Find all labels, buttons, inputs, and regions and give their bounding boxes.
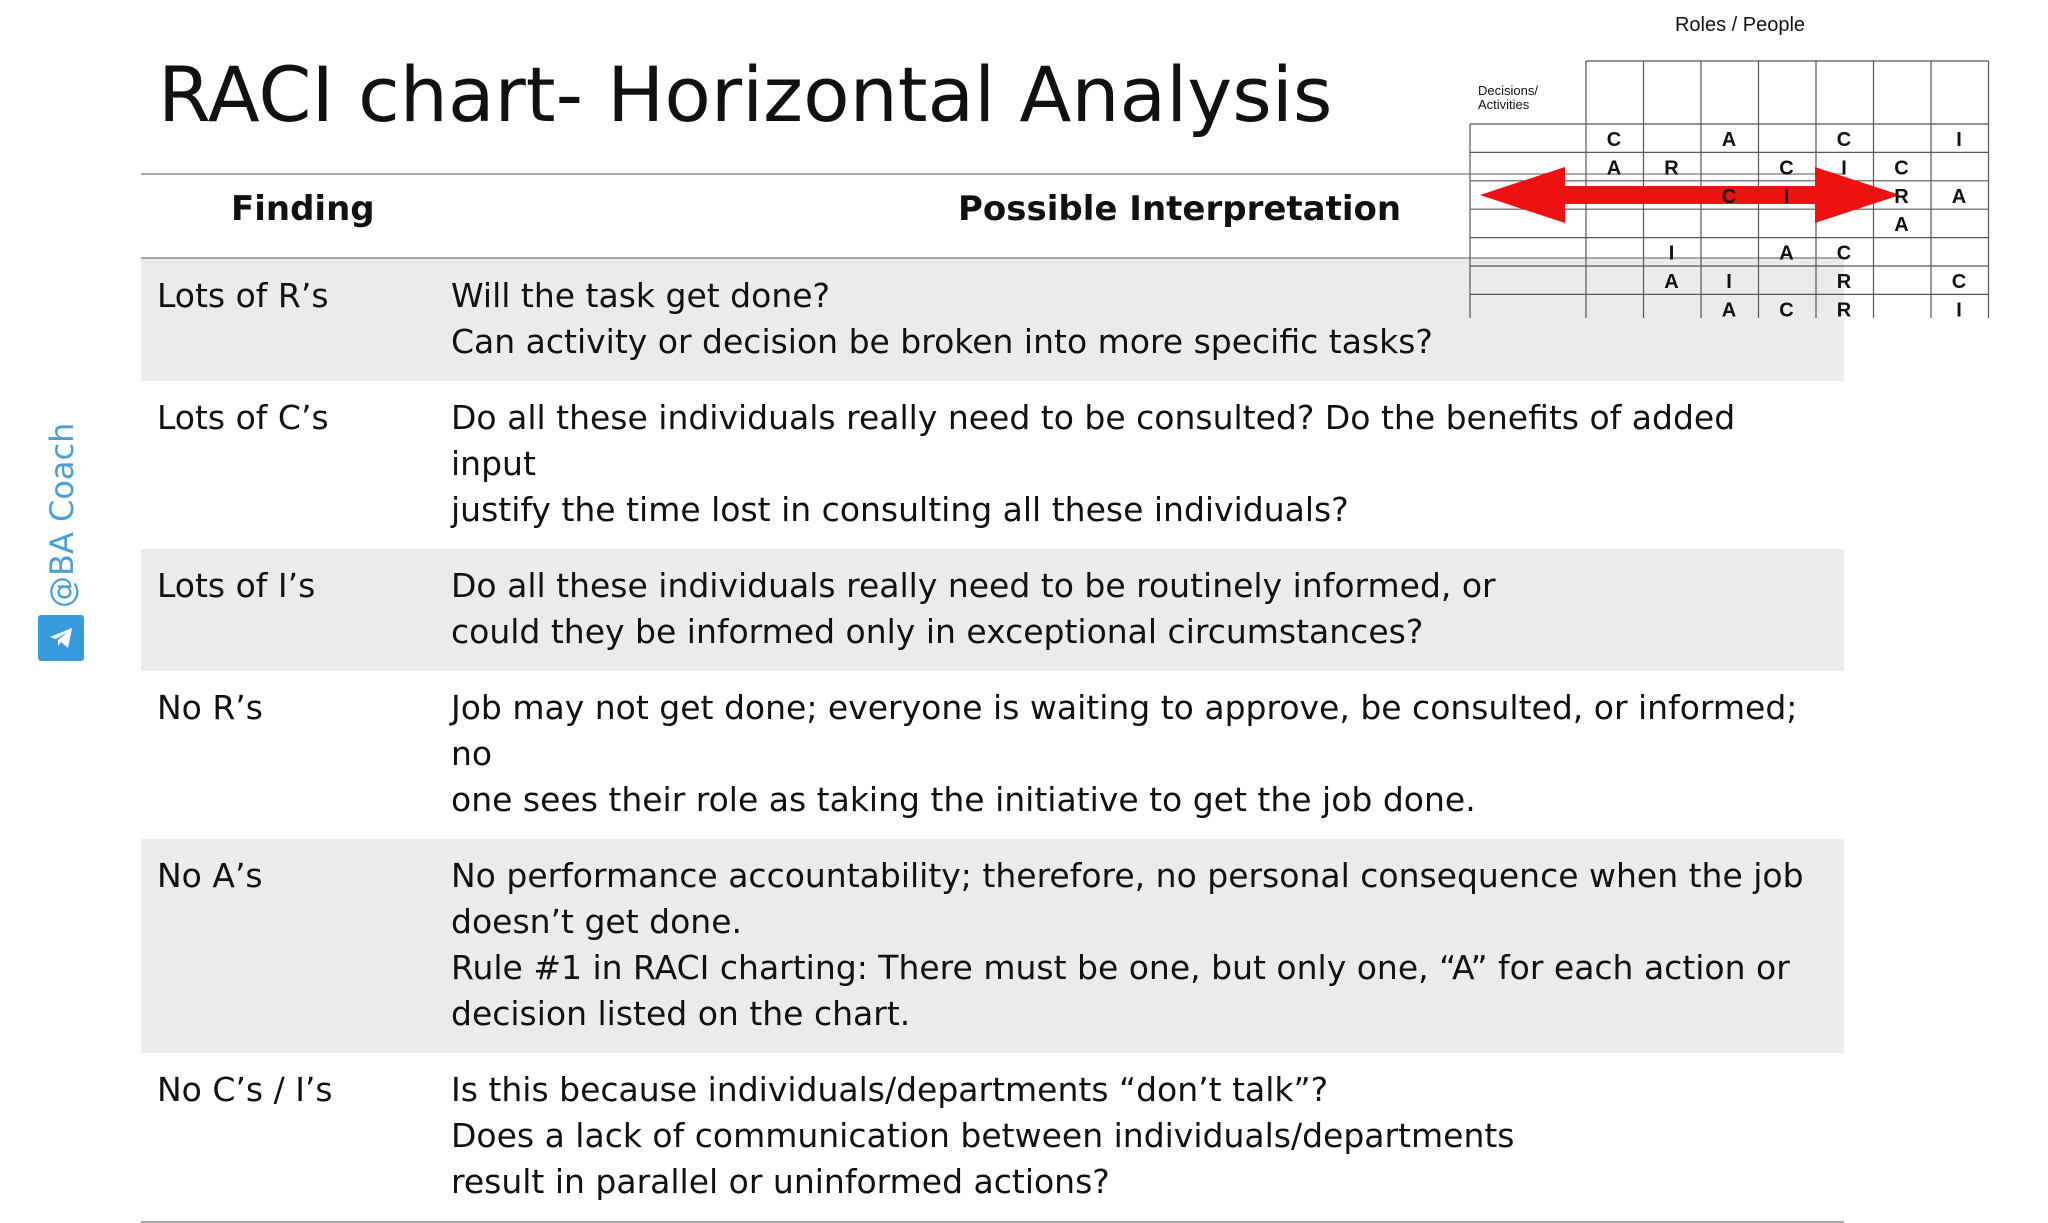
raci-cell-letter: I [1841, 157, 1847, 180]
interpretation-cell: No performance accountability; therefore, no personal consequence when the job doesn’t get done. Rule #1 in RACI charting: There must be one, but only one, “A” for each action or decision listed on the chart. [451, 856, 1804, 1033]
table-row [141, 381, 1844, 549]
raci-cell-letter: C [1606, 129, 1622, 151]
raci-cell-letter: R [1836, 271, 1852, 293]
raci-cell-letter: A [1606, 157, 1622, 180]
table-row [141, 1053, 1844, 1221]
slide-title: RACI chart- Horizontal Analysis [158, 50, 1333, 139]
raci-cell-letter: I [1668, 242, 1675, 265]
finding-cell: No A’s [157, 856, 263, 895]
raci-cell-letter: I [1783, 185, 1790, 208]
watermark [38, 420, 86, 670]
raci-cell-letter: A [1779, 242, 1794, 265]
finding-cell: No C’s / I’s [157, 1070, 333, 1109]
finding-cell: No R’s [157, 688, 263, 727]
table-row [141, 671, 1844, 839]
raci-analysis-table [141, 173, 1844, 1223]
watermark-text: @BA Coach [43, 422, 81, 608]
roles-label: Roles / People [1674, 14, 1806, 36]
interpretation-cell: Is this because individuals/departments “don’t talk”? Does a lack of communication between individuals/departments result in parallel or uninformed actions? [451, 1070, 1515, 1201]
finding-cell: Lots of I’s [157, 566, 316, 605]
raci-cell-letter: I [1726, 271, 1732, 293]
raci-cell-letter: C [1779, 157, 1794, 180]
telegram-icon[interactable] [38, 615, 84, 661]
raci-cell-letter: A [1721, 299, 1737, 318]
raci-cell-letter: C [1951, 271, 1967, 293]
raci-mini-chart [1460, 8, 2000, 318]
finding-cell: Lots of C’s [157, 398, 329, 437]
raci-cell-letter: A [1951, 185, 1967, 208]
raci-cell-letter: I [1956, 129, 1962, 151]
raci-cell-letter: R [1836, 299, 1852, 318]
raci-cell-letter: C [1721, 185, 1737, 208]
double-arrow-icon [1480, 167, 1900, 223]
raci-cell-letter: C [1836, 242, 1852, 265]
header-finding: Finding [231, 189, 375, 229]
raci-cell-letter: C [1894, 157, 1909, 180]
raci-cell-letter: C [1779, 299, 1794, 318]
raci-cell-letter: R [1894, 185, 1909, 208]
raci-cell-letter: C [1836, 129, 1852, 151]
table-row [141, 839, 1844, 1053]
interpretation-cell: Do all these individuals really need to be consulted? Do the benefits of added input justify the time lost in consulting all these individuals? [451, 398, 1736, 529]
raci-cell-letter: A [1664, 271, 1679, 293]
interpretation-cell: Will the task get done? Can activity or decision be broken into more specific tasks? [451, 276, 1433, 361]
interpretation-cell: Job may not get done; everyone is waiting to approve, be consulted, or informed; no one sees their role as taking the initiative to get the job done. [451, 688, 1798, 819]
interpretation-cell: Do all these individuals really need to be routinely informed, or could they be informed only in exceptional circumstances? [451, 566, 1496, 651]
header-interpretation: Possible Interpretation [958, 189, 1402, 229]
raci-cell-letter: R [1664, 157, 1679, 180]
decisions-label: Decisions/ Activities [1478, 83, 1538, 112]
raci-grid [1460, 8, 2000, 318]
finding-cell: Lots of R’s [157, 276, 329, 315]
raci-cell-letter: A [1894, 214, 1909, 237]
raci-cell-letter: I [1956, 299, 1962, 318]
table-row [141, 549, 1844, 671]
raci-cell-letter: A [1721, 129, 1737, 151]
